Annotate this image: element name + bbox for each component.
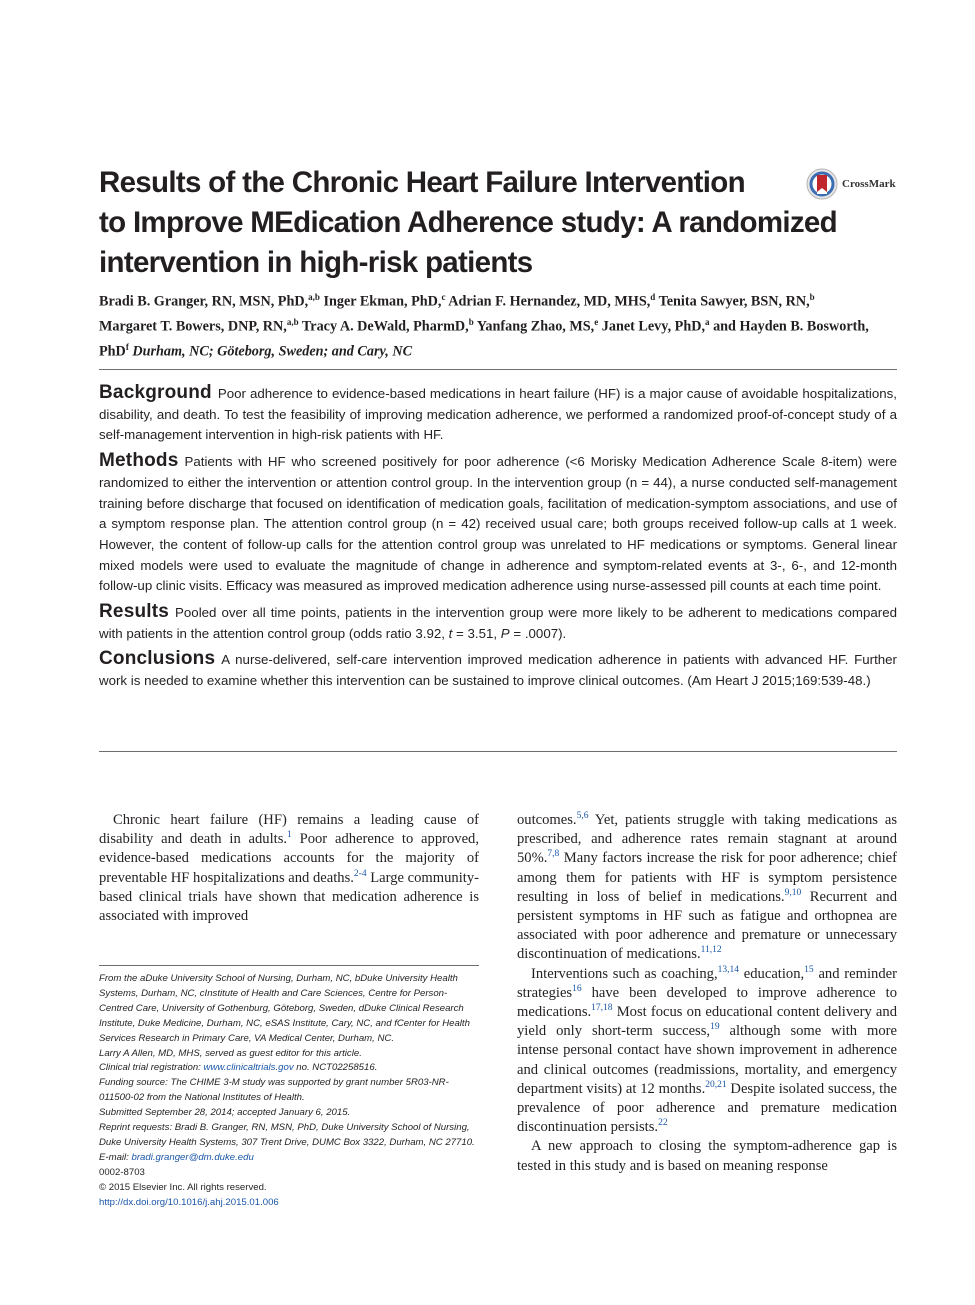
crossmark-badge[interactable] <box>806 166 898 202</box>
author-line: Margaret T. Bowers, DNP, RN,$^{a,b}$ Tracy A. DeWald, PharmD,$^b$ Yanfang Zhao, MS,$^e$ Janet Levy, PhD,$^a$ and Hayden B. Bosworth, <box>99 317 869 335</box>
citation-link[interactable]: 11,12 <box>700 945 722 956</box>
title-line: to Improve MEdication Adherence study: A randomized <box>99 206 837 239</box>
abstract-methods: Methods Patients with HF who screened positively for poor adherence (<6 Morisky Medication Adherence Scale 8-item) were randomized to either the intervention or attention control group. In the intervention group (n = 44), a nurse conducted self-management training before discharge that focused on identification of medication goals, facilitation of medication-symptom associations, and use of a symptom response plan. The attention control group (n = 42) received usual care; both groups received follow-up calls at 1 week. However, the content of follow-up calls for the attention control group was unrelated to HF medications or symptoms. General linear mixed models were used to evaluate the magnitude of change in adherence and symptom-related events at 3-, 6-, and 12-month follow-up clinic visits. Efficacy was measured as improved medication adherence using nurse-assessed pill counts at each time point. <box>99 450 897 594</box>
crossmark-icon <box>806 168 838 200</box>
section-heading: Conclusions <box>99 648 216 670</box>
section-heading: Methods <box>99 450 179 472</box>
footnote-rule <box>99 965 479 966</box>
body-paragraph: A new approach to closing the symptom-adherence gap is tested in this study and is based on meaning response <box>517 1138 897 1174</box>
citation-link[interactable]: 16 <box>572 983 582 994</box>
citation-link[interactable]: 20,21 <box>705 1079 727 1090</box>
footnotes <box>99 972 479 1211</box>
section-heading: Background <box>99 382 212 403</box>
abstract <box>99 383 897 697</box>
body-left-column <box>99 811 479 926</box>
abstract-results: Results Pooled over all time points, patients in the intervention group were more likely to be adherent to medications compared with patients in the attention control group (odds ratio 3.92, t = 3.51, P = .0007). <box>99 601 897 641</box>
citation-link[interactable]: 2-4 <box>353 868 367 879</box>
abstract-bottom-rule <box>99 751 897 752</box>
title-line: intervention in high-risk patients <box>99 246 533 279</box>
abstract-top-rule <box>99 369 897 370</box>
body-paragraph: Chronic heart failure (HF) remains a leading cause of disability and death in adults.$^1$ Poor adherence to approved, evidence-based medications accounts for the majority of preventable HF hospitalizations and deaths.$^{2-4}$ Large community-based clinical trials have shown that medication adherence is associated with improved <box>99 812 479 925</box>
citation-link[interactable]: 13,14 <box>717 964 739 975</box>
footnote-affiliations: From the aDuke University School of Nursing, Durham, NC, bDuke University Health Systems, Durham, NC, cInstitute of Health and Care Sciences, Centre for Person-Centred Care, University of Gothenburg, Göteborg, Sweden, dDuke Clinical Research Institute, Duke Medicine, Durham, NC, eSAS Institute, Cary, NC, and fCenter for Health Services Research in Primary Care, VA Medical Center, Durham, NC. <box>99 973 470 1044</box>
footnote-issn: 0002-8703 <box>99 1166 145 1178</box>
citation-link[interactable]: 17,18 <box>591 1003 613 1014</box>
citation-link[interactable]: 22 <box>658 1118 668 1129</box>
author-list <box>99 287 899 363</box>
abstract-conclusions: Conclusions A nurse-delivered, self-care intervention improved medication adherence in patients with advanced HF. Further work is needed to examine whether this intervention can be sustained to improve clinical outcomes. (Am Heart J 2015;169:539-48.) <box>99 648 897 689</box>
citation-link[interactable]: 1 <box>287 830 292 841</box>
abstract-background: Background Poor adherence to evidence-based medications in heart failure (HF) is a major cause of avoidable hospitalizations, disability, and death. To test the feasibility of improving medication adherence, we performed a randomized proof-of-concept study of a self-management intervention in high-risk patients with HF. <box>99 382 897 443</box>
email-link[interactable]: bradi.granger@dm.duke.edu <box>131 1151 254 1163</box>
footnote-reprint: Reprint requests: Bradi B. Granger, RN, MSN, PhD, Duke University School of Nursing, Duke University Health Systems, 307 Trent Drive, DUMC Box 3322, Durham, NC 27710. <box>99 1122 475 1148</box>
footnote-email: E-mail: bradi.granger@dm.duke.edu <box>99 1151 254 1163</box>
body-paragraph: Interventions such as coaching,$^{13,14}$ education,$^{15}$ and reminder strategies$^{16}$ have been developed to improve adherence to medications.$^{17,18}$ Most focus on educational content delivery and yield only short-term success,$^{19}$ although some with more intense personal contact have shown improvement in adherence and clinical outcomes (readmissions, mortality, and emergency department visits) at 12 months.$^{20,21}$ Despite isolated success, the prevalence of poor adherence and premature medication discontinuation persists.$^{22}$ <box>517 964 898 1136</box>
section-heading: Results <box>99 601 170 623</box>
footnote-funding: Funding source: The CHIME 3-M study was supported by grant number 5R03-NR-011500-02 from the National Institutes of Health. <box>99 1077 449 1104</box>
title-line: Results of the Chronic Heart Failure Intervention <box>99 166 745 199</box>
footnote-guest-editor: Larry A Allen, MD, MHS, served as guest editor for this article. <box>99 1047 362 1059</box>
doi-link[interactable]: http://dx.doi.org/10.1016/j.ahj.2015.01.006 <box>99 1196 279 1208</box>
citation-link[interactable]: 7,8 <box>547 849 560 860</box>
article-title <box>99 163 899 283</box>
footnote-copyright: © 2015 Elsevier Inc. All rights reserved. <box>99 1181 267 1193</box>
citation-link[interactable]: 5,6 <box>576 811 589 822</box>
author-line: Bradi B. Granger, RN, MSN, PhD,$^{a,b}$ Inger Ekman, PhD,$^c$ Adrian F. Hernandez, MD, MHS,$^d$ Tenita Sawyer, BSN, RN,$^b$ <box>99 292 815 310</box>
body-right-column <box>517 811 897 1176</box>
footnote-dates: Submitted September 28, 2014; accepted January 6, 2015. <box>99 1107 351 1119</box>
body-paragraph: outcomes.$^{5,6}$ Yet, patients struggle with taking medications as prescribed, and adherence rates remain stagnant at around 50%.$^{7,8}$ Many factors increase the risk for poor adherence; chief among them for patients with HF is symptom persistence resulting in loss of belief in medications.$^{9,10}$ Recurrent and persistent symptoms in HF such as fatigue and orthopnea are associated with poor adherence and premature or unnecessary discontinuation of medications.$^{11,12}$ <box>517 811 898 963</box>
citation-link[interactable]: 9,10 <box>784 887 802 898</box>
citation-link[interactable]: 15 <box>804 964 814 975</box>
author-line: PhD$^f$ Durham, NC; Göteborg, Sweden; and Cary, NC <box>99 342 413 361</box>
citation-link[interactable]: 19 <box>710 1022 720 1033</box>
footnote-trial: Clinical trial registration: www.clinicaltrials.gov no. NCT02258516. <box>99 1062 378 1074</box>
trial-link[interactable]: www.clinicaltrials.gov <box>203 1062 294 1074</box>
crossmark-label: CrossMark <box>842 178 896 190</box>
author-location: Durham, NC; Göteborg, Sweden; and Cary, NC <box>128 344 413 361</box>
